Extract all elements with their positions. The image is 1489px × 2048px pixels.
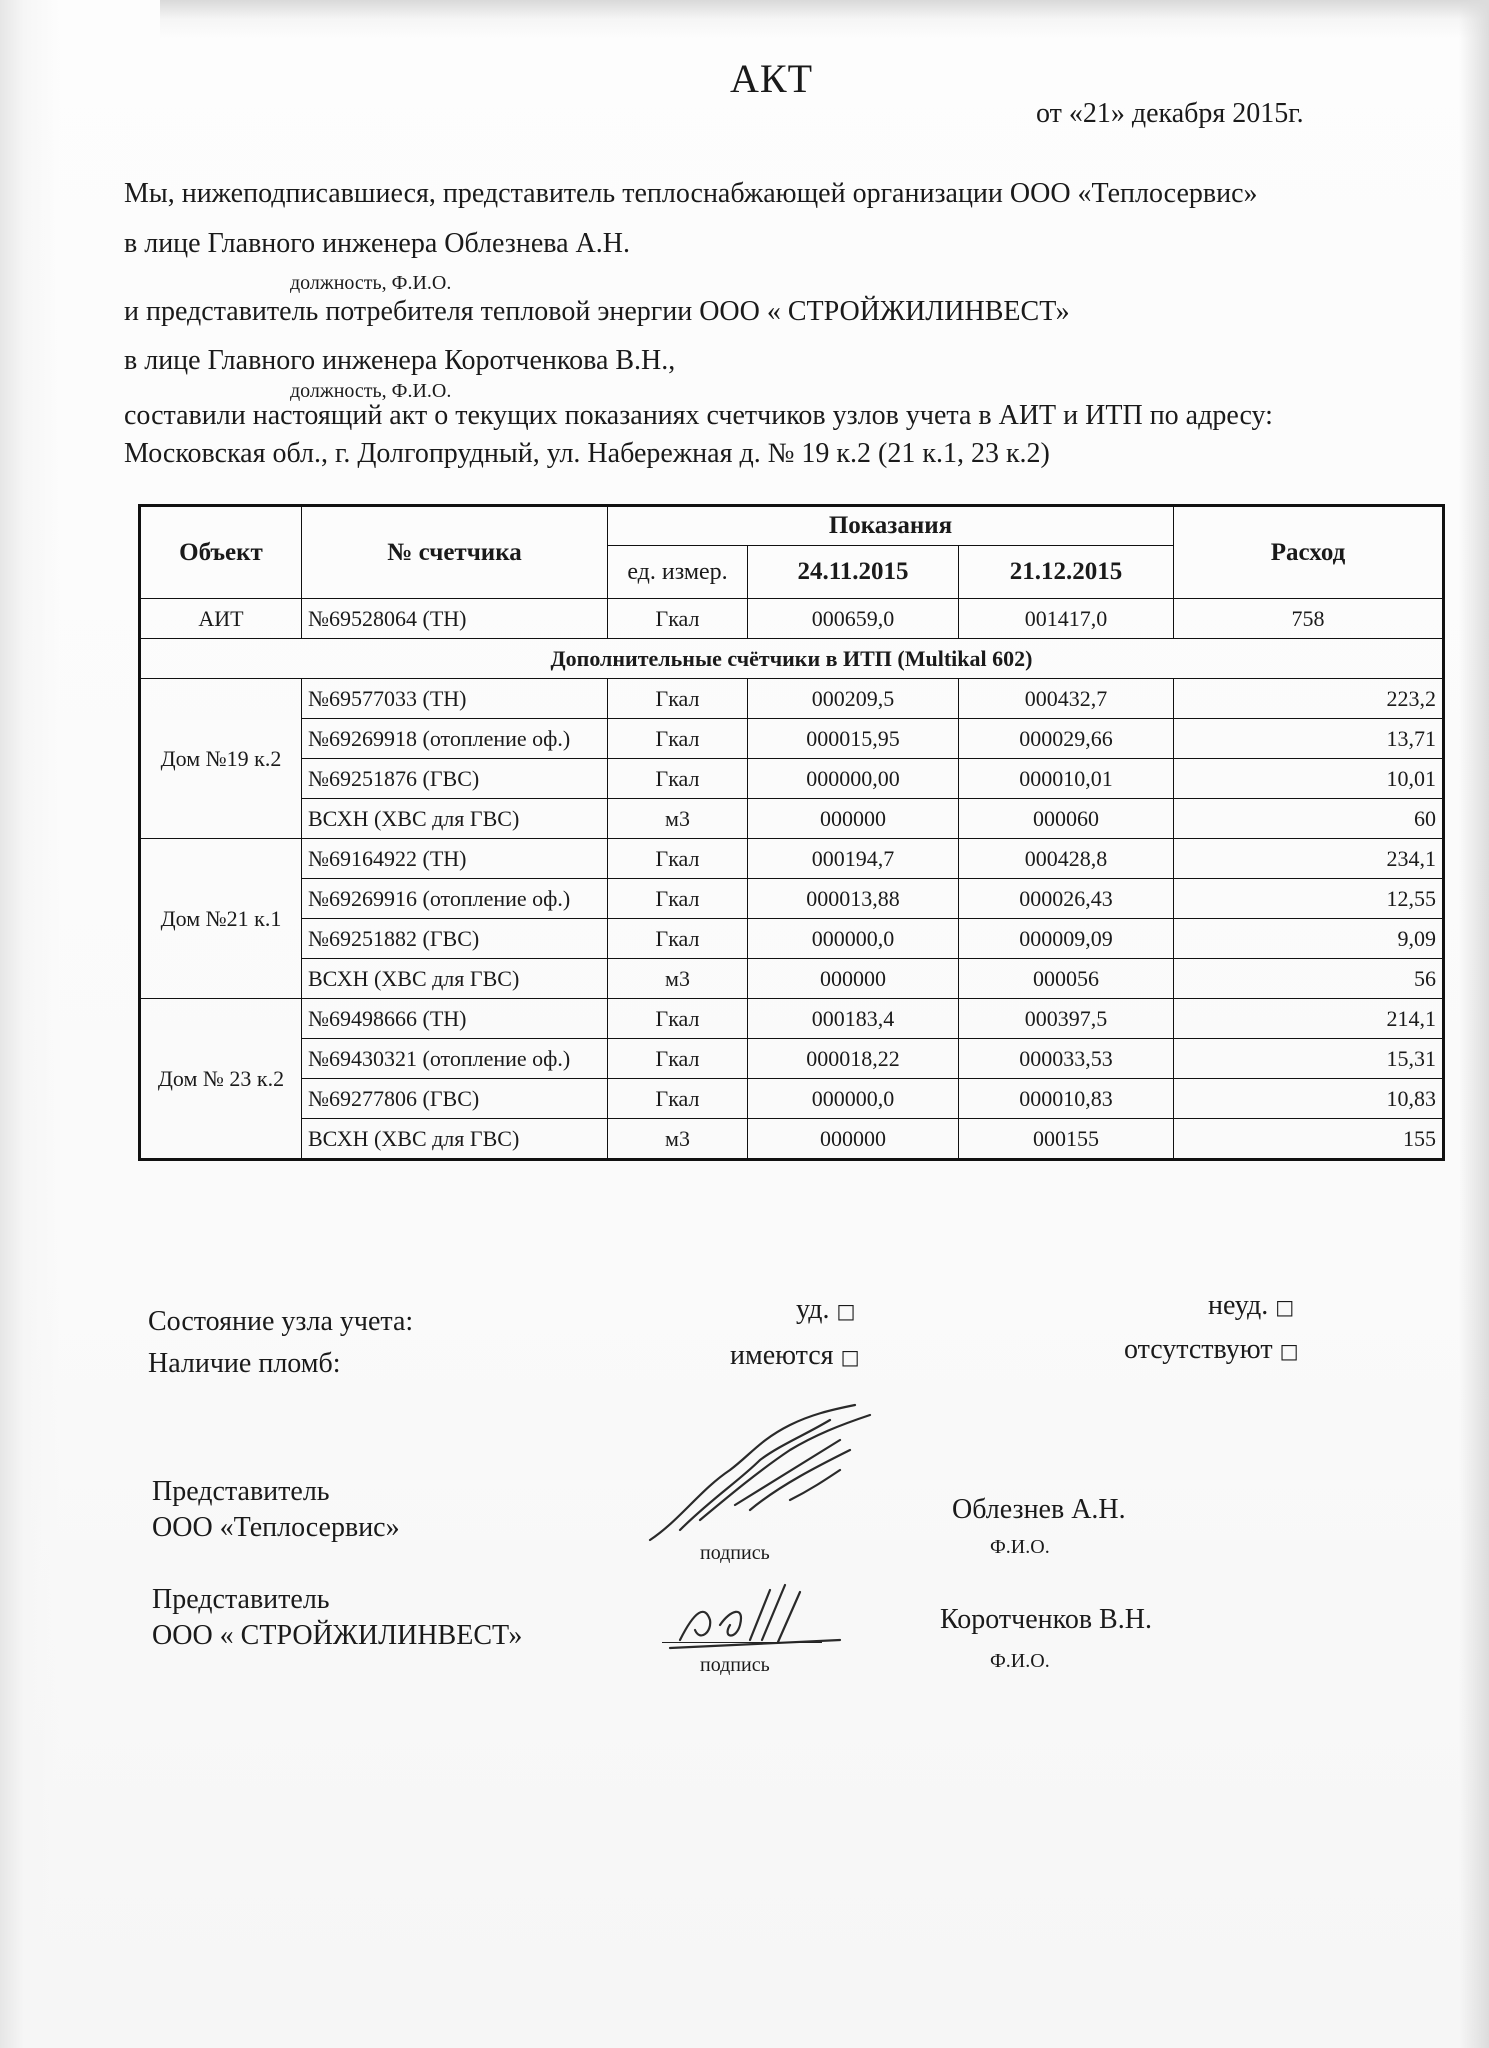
intro-line-6: Московская обл., г. Долгопрудный, ул. Набережная д. № 19 к.2 (21 к.1, 23 к.2): [124, 438, 1050, 469]
row-meter: №69277806 (ГВС): [302, 1079, 608, 1119]
row-reading-2: 000428,8: [959, 839, 1174, 879]
state-bad-label: неуд.: [1208, 1290, 1269, 1321]
intro-line-2: в лице Главного инженера Облезнева А.Н.: [124, 228, 630, 259]
row-unit: Гкал: [608, 759, 748, 799]
rep1-title: Представитель: [152, 1476, 330, 1507]
header-date-1: 24.11.2015: [748, 546, 959, 599]
scan-shadow-top: [160, 0, 1489, 38]
meter-readings-table: [138, 504, 1445, 1161]
row-meter: ВСХН (ХВС для ГВС): [302, 1119, 608, 1160]
seals-label: Наличие пломб:: [148, 1348, 341, 1379]
row-usage: 12,55: [1174, 879, 1444, 919]
state-ok-option[interactable]: [796, 1294, 855, 1326]
seals-no-option[interactable]: [1124, 1334, 1298, 1366]
intro-line-3: и представитель потребителя тепловой энергии ООО « СТРОЙЖИЛИНВЕСТ»: [124, 296, 1070, 327]
row-meter: №69269918 (отопление оф.): [302, 719, 608, 759]
rep1-org: ООО «Теплосервис»: [152, 1512, 400, 1543]
state-bad-option[interactable]: [1208, 1290, 1294, 1322]
table-row: [140, 879, 1444, 919]
table-row: [140, 799, 1444, 839]
row-unit: Гкал: [608, 599, 748, 639]
state-ok-checkbox[interactable]: □: [836, 1299, 856, 1323]
row-unit: м3: [608, 799, 748, 839]
group-object: Дом №19 к.2: [140, 679, 302, 839]
header-date-2: 21.12.2015: [959, 546, 1174, 599]
seals-no-checkbox[interactable]: □: [1279, 1339, 1299, 1363]
document-title: АКТ: [730, 56, 813, 101]
sign-hint-1: подпись: [700, 1542, 770, 1564]
rep1-name: Облезнев А.Н.: [952, 1494, 1126, 1525]
row-meter: ВСХН (ХВС для ГВС): [302, 799, 608, 839]
table-row: [140, 759, 1444, 799]
seals-yes-label: имеются: [730, 1340, 834, 1371]
row-usage: 13,71: [1174, 719, 1444, 759]
row-usage: 234,1: [1174, 839, 1444, 879]
table-row: [140, 999, 1444, 1039]
table-row: [140, 719, 1444, 759]
row-reading-2: 000009,09: [959, 919, 1174, 959]
row-usage: 56: [1174, 959, 1444, 999]
seals-yes-option[interactable]: [730, 1340, 859, 1372]
row-reading-2: 000010,83: [959, 1079, 1174, 1119]
row-reading-2: 000155: [959, 1119, 1174, 1160]
row-reading-1: 000000,0: [748, 919, 959, 959]
table-row: [140, 919, 1444, 959]
row-reading-2: 000010,01: [959, 759, 1174, 799]
row-usage: 155: [1174, 1119, 1444, 1160]
table-row: [140, 679, 1444, 719]
row-meter: №69528064 (ТН): [302, 599, 608, 639]
row-usage: 9,09: [1174, 919, 1444, 959]
row-unit: Гкал: [608, 879, 748, 919]
row-meter: №69251882 (ГВС): [302, 919, 608, 959]
row-meter: №69164922 (ТН): [302, 839, 608, 879]
seals-no-label: отсутствуют: [1124, 1334, 1273, 1365]
signature-1: [640, 1400, 900, 1550]
state-bad-checkbox[interactable]: □: [1275, 1295, 1295, 1319]
row-reading-2: 000432,7: [959, 679, 1174, 719]
row-unit: Гкал: [608, 1079, 748, 1119]
itp-band-title: Дополнительные счётчики в ИТП (Multikal 602): [140, 639, 1444, 679]
intro-hint-1: должность, Ф.И.О.: [290, 272, 452, 294]
row-usage: 10,83: [1174, 1079, 1444, 1119]
row-reading-2: 000026,43: [959, 879, 1174, 919]
row-object: АИТ: [140, 599, 302, 639]
row-meter: №69269916 (отопление оф.): [302, 879, 608, 919]
row-reading-2: 000029,66: [959, 719, 1174, 759]
rep2-name: Коротченков В.Н.: [940, 1604, 1152, 1635]
row-reading-2: 000033,53: [959, 1039, 1174, 1079]
sign-hint-2: подпись: [700, 1654, 770, 1676]
row-reading-2: 000056: [959, 959, 1174, 999]
row-usage: 60: [1174, 799, 1444, 839]
table-row: [140, 839, 1444, 879]
table-band-row: [140, 639, 1444, 679]
intro-line-4: в лице Главного инженера Коротченкова В.Н.,: [124, 345, 676, 376]
group-object: Дом №21 к.1: [140, 839, 302, 999]
row-usage: 214,1: [1174, 999, 1444, 1039]
header-unit: ед. измер.: [608, 546, 748, 599]
header-object: Объект: [140, 506, 302, 599]
table-row: [140, 1119, 1444, 1160]
row-meter: №69498666 (ТН): [302, 999, 608, 1039]
intro-line-5: составили настоящий акт о текущих показаниях счетчиков узлов учета в АИТ и ИТП по адресу:: [124, 400, 1273, 431]
row-usage: 223,2: [1174, 679, 1444, 719]
row-reading-1: 000000: [748, 959, 959, 999]
row-reading-1: 000000: [748, 799, 959, 839]
group-object: Дом № 23 к.2: [140, 999, 302, 1160]
row-reading-1: 000000,0: [748, 1079, 959, 1119]
meter-state-label: Состояние узла учета:: [148, 1306, 414, 1337]
row-reading-1: 000194,7: [748, 839, 959, 879]
table-row: [140, 599, 1444, 639]
rep2-title: Представитель: [152, 1584, 330, 1615]
scan-shadow-right: [1459, 0, 1489, 2048]
row-reading-1: 000183,4: [748, 999, 959, 1039]
header-meter-number: № счетчика: [302, 506, 608, 599]
row-meter: №69430321 (отопление оф.): [302, 1039, 608, 1079]
signature-2: [650, 1570, 850, 1660]
fio-hint-1: Ф.И.О.: [990, 1536, 1050, 1558]
row-unit: м3: [608, 1119, 748, 1160]
table-row: [140, 1039, 1444, 1079]
fio-hint-2: Ф.И.О.: [990, 1650, 1050, 1672]
row-reading-2: 000397,5: [959, 999, 1174, 1039]
row-reading-2: 000060: [959, 799, 1174, 839]
row-unit: Гкал: [608, 1039, 748, 1079]
row-meter: ВСХН (ХВС для ГВС): [302, 959, 608, 999]
row-reading-1: 000018,22: [748, 1039, 959, 1079]
header-usage: Расход: [1174, 506, 1444, 599]
row-unit: Гкал: [608, 679, 748, 719]
row-usage: 15,31: [1174, 1039, 1444, 1079]
table-row: [140, 959, 1444, 999]
row-unit: Гкал: [608, 919, 748, 959]
row-unit: Гкал: [608, 999, 748, 1039]
row-unit: м3: [608, 959, 748, 999]
row-meter: №69251876 (ГВС): [302, 759, 608, 799]
seals-yes-checkbox[interactable]: □: [840, 1345, 860, 1369]
scan-shadow-left: [0, 0, 60, 2048]
row-reading-2: 001417,0: [959, 599, 1174, 639]
intro-line-1: Мы, нижеподписавшиеся, представитель теплоснабжающей организации ООО «Теплосервис»: [124, 178, 1258, 209]
row-meter: №69577033 (ТН): [302, 679, 608, 719]
document-date: от «21» декабря 2015г.: [1036, 98, 1304, 129]
signature-2-line: [662, 1642, 822, 1643]
row-usage: 758: [1174, 599, 1444, 639]
row-usage: 10,01: [1174, 759, 1444, 799]
intro-hint-2: должность, Ф.И.О.: [290, 380, 452, 402]
row-unit: Гкал: [608, 839, 748, 879]
table-row: [140, 1079, 1444, 1119]
header-readings: Показания: [608, 506, 1174, 546]
row-reading-1: 000659,0: [748, 599, 959, 639]
row-reading-1: 000209,5: [748, 679, 959, 719]
row-reading-1: 000000: [748, 1119, 959, 1160]
row-unit: Гкал: [608, 719, 748, 759]
row-reading-1: 000013,88: [748, 879, 959, 919]
state-ok-label: уд.: [796, 1294, 830, 1325]
row-reading-1: 000015,95: [748, 719, 959, 759]
row-reading-1: 000000,00: [748, 759, 959, 799]
rep2-org: ООО « СТРОЙЖИЛИНВЕСТ»: [152, 1620, 523, 1651]
